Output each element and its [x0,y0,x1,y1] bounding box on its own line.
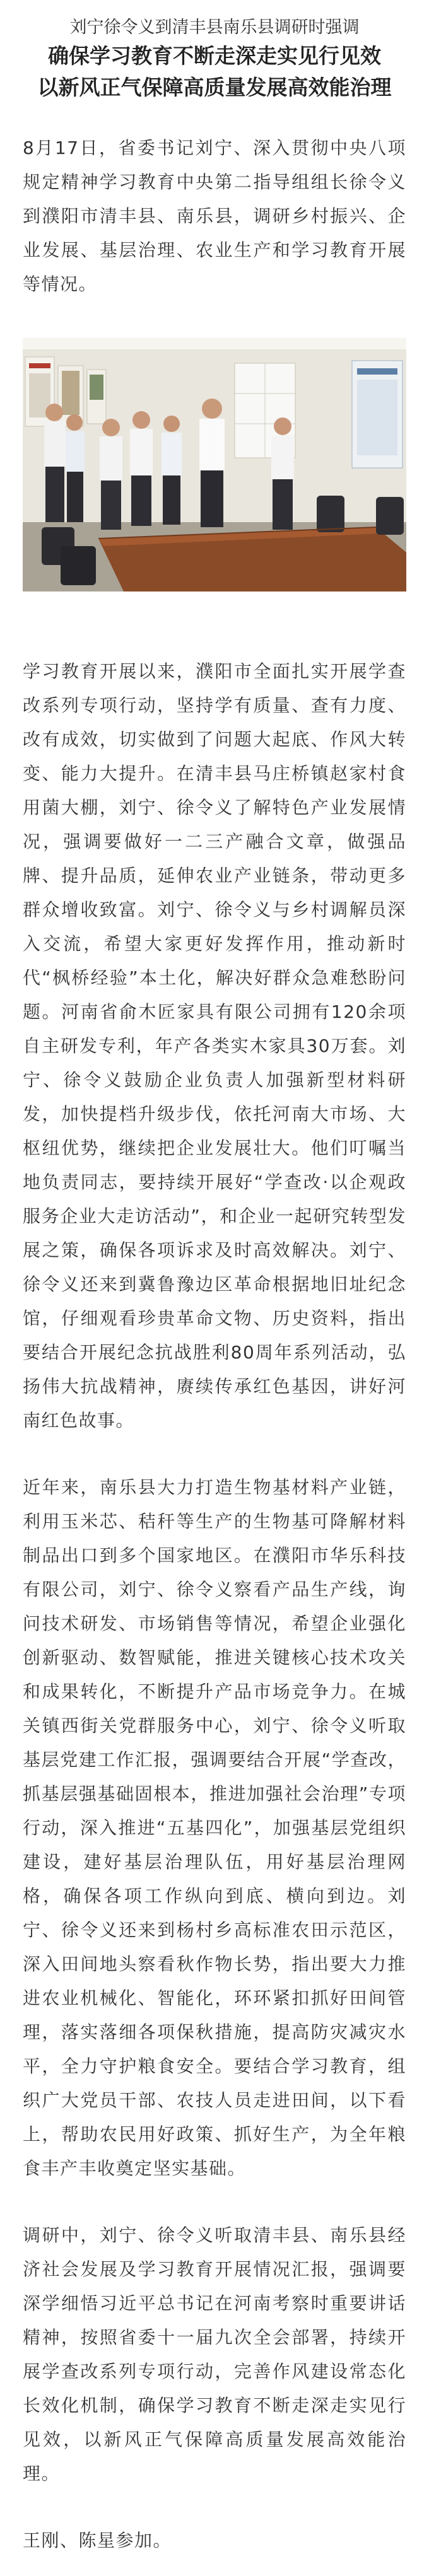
paragraph-report-hearing: 调研中，刘宁、徐令义听取清丰县、南乐县经济社会发展及学习教育开展情况汇报，强调要深学细悟习近平总书记在河南考察时重要讲话精神，按照省委十一届九次全会部署，持续开展学查改系列专项行动，完善作风建设常态化长效化机制，确保学习教育不断走深走实见行见效，以新风正气保障高质量发展高效能治理。 [23,2225,406,2484]
article-title-line-1: 确保学习教育不断走深走实见行见效 [48,44,381,68]
paragraph-intro: 8月17日，省委书记刘宁、深入贯彻中央八项规定精神学习教育中央第二指导组组长徐令义到濮阳市清丰县、南乐县，调研乡村振兴、企业发展、基层治理、农业生产和学习教育开展等情况。 [23,137,406,294]
news-photo [23,338,406,592]
article-header [0,0,429,103]
paragraph-study-education: 学习教育开展以来，濮阳市全面扎实开展学查改系列专项行动，坚持学有质量、查有力度、改有成效，切实做到了问题大起底、作风大转变、能力大提升。在清丰县马庄桥镇赵家村食用菌大棚，刘宁、徐令义了解特色产业发展情况，强调要做好一二三产融合文章，做强品牌、提升品质，延伸农业产业链条，带动更多群众增收致富。刘宁、徐令义与乡村调解员深入交流，希望大家更好发挥作用，推动新时代“枫桥经验”本土化，解决好群众急难愁盼问题。河南省俞木匠家具有限公司拥有120余项自主研发专利，年产各类实木家具30万套。刘宁、徐令义鼓励企业负责人加强新型材料研发，加快提档升级步伐，依托河南大市场、大枢纽优势，继续把企业发展壮大。他们叮嘱当地负责同志，要持续开展好“学查改·以企观政服务企业大走访活动”，和企业一起研究转型发展之策，确保各项诉求及时高效解决。刘宁、徐令义还来到冀鲁豫边区革命根据地旧址纪念馆，仔细观看珍贵革命文物、历史资料，指出要结合开展纪念抗战胜利80周年系列活动，弘扬伟大抗战精神，赓续传承红色基因，讲好河南红色故事。 [23,661,406,1431]
paragraph-nanle-county: 近年来，南乐县大力打造生物基材料产业链，利用玉米芯、秸秆等生产的生物基可降解材料制品出口到多个国家地区。在濮阳市华乐科技有限公司，刘宁、徐令义察看产品生产线，询问技术研发、市场销售等情况，希望企业强化创新驱动、数智赋能，推进关键核心技术攻关和成果转化，不断提升产品市场竞争力。在城关镇西街关党群服务中心，刘宁、徐令义听取基层党建工作汇报，强调要结合开展“学查改，抓基层强基础固根本，推进加强社会治理”专项行动，深入推进“五基四化”，加强基层党组织建设，建好基层治理队伍，用好基层治理网格，确保各项工作纵向到底、横向到边。刘宁、徐令义还来到杨村乡高标准农田示范区，深入田间地头察看秋作物长势，指出要大力推进农业机械化、智能化，环环紧扣抓好田间管理，落实落细各项保秋措施，提高防灾减灾水平，全力守护粮食安全。要结合学习教育，组织广大党员干部、农技人员走进田间，以下看上，帮助农民用好政策、抓好生产，为全年粮食丰产丰收奠定坚实基础。 [23,1477,406,2179]
paragraph-attendees: 王刚、陈星参加。 [23,2530,172,2551]
article-subtitle: 刘宁徐令义到清丰县南乐县调研时强调 [69,18,360,37]
article-title-line-2: 以新风正气保障高质量发展高效能治理 [37,75,392,100]
